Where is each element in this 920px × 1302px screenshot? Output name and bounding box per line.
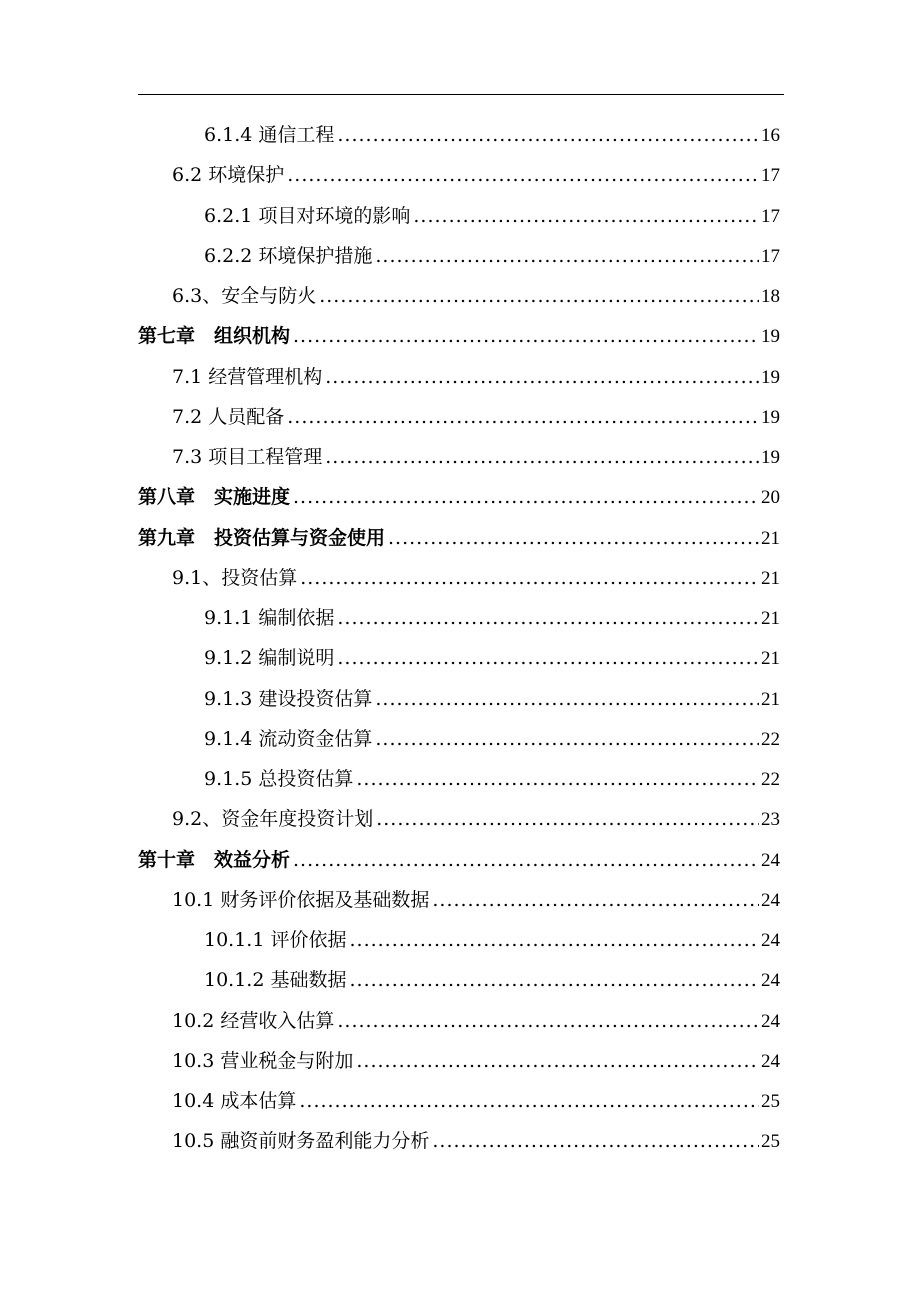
toc-page-number: 21 xyxy=(761,567,780,589)
toc-entry[interactable] xyxy=(138,680,780,720)
toc-page-number: 17 xyxy=(761,205,780,227)
table-of-contents xyxy=(138,116,780,1163)
toc-dot-leader xyxy=(287,163,759,187)
toc-dot-leader xyxy=(293,324,759,348)
toc-entry[interactable] xyxy=(138,599,780,639)
toc-page-number: 21 xyxy=(761,648,780,670)
toc-entry-title: 6.2.1 项目对环境的影响 xyxy=(204,204,411,227)
toc-entry[interactable] xyxy=(138,1122,780,1162)
toc-dot-leader xyxy=(388,526,759,550)
toc-entry[interactable] xyxy=(138,800,780,840)
toc-entry-title: 6.2.2 环境保护措施 xyxy=(204,244,373,267)
toc-dot-leader xyxy=(337,646,759,670)
toc-page-number: 25 xyxy=(761,1131,780,1153)
toc-dot-leader xyxy=(375,727,759,751)
toc-entry[interactable] xyxy=(138,156,780,196)
toc-entry-title: 7.2 人员配备 xyxy=(172,405,285,428)
toc-entry-title: 9.1.1 编制依据 xyxy=(204,607,335,629)
toc-dot-leader xyxy=(432,1129,759,1153)
toc-entry-title: 第九章 投资估算与资金使用 xyxy=(138,526,386,549)
toc-page-number: 21 xyxy=(761,608,780,629)
toc-dot-leader xyxy=(300,566,759,590)
toc-page-number: 24 xyxy=(761,1010,780,1032)
toc-dot-leader xyxy=(356,767,759,791)
toc-dot-leader xyxy=(356,1049,759,1073)
toc-dot-leader xyxy=(337,1009,759,1033)
toc-entry-title: 9.2、资金年度投资计划 xyxy=(172,808,374,831)
toc-dot-leader xyxy=(432,888,759,912)
toc-dot-leader xyxy=(293,485,759,509)
toc-entry-title: 10.3 营业税金与附加 xyxy=(172,1049,354,1072)
toc-page-number: 24 xyxy=(761,1050,780,1072)
toc-entry[interactable] xyxy=(138,639,780,679)
toc-dot-leader xyxy=(325,365,759,389)
toc-entry-title: 9.1.2 编制说明 xyxy=(204,647,335,670)
toc-entry-title: 9.1.4 流动资金估算 xyxy=(204,727,373,750)
toc-entry[interactable] xyxy=(138,1082,780,1122)
toc-dot-leader xyxy=(325,445,759,469)
toc-page-number: 25 xyxy=(761,1091,780,1112)
toc-page-number: 24 xyxy=(761,930,780,951)
toc-page-number: 16 xyxy=(761,125,780,146)
toc-entry[interactable] xyxy=(138,841,780,881)
toc-page-number: 19 xyxy=(761,366,780,388)
toc-entry[interactable] xyxy=(138,116,780,156)
toc-dot-leader xyxy=(413,204,759,228)
toc-entry[interactable] xyxy=(138,197,780,237)
toc-entry-title: 第八章 实施进度 xyxy=(138,486,291,509)
toc-dot-leader xyxy=(375,687,759,711)
toc-dot-leader xyxy=(293,848,759,872)
toc-entry[interactable] xyxy=(138,720,780,760)
toc-entry[interactable] xyxy=(138,317,780,357)
toc-entry-title: 第七章 组织机构 xyxy=(138,325,291,348)
toc-page-number: 20 xyxy=(761,487,780,509)
toc-page-number: 17 xyxy=(761,245,780,267)
toc-dot-leader xyxy=(349,968,759,992)
toc-entry-title: 9.1、投资估算 xyxy=(172,566,298,589)
toc-entry[interactable] xyxy=(138,760,780,800)
toc-entry[interactable] xyxy=(138,358,780,398)
toc-dot-leader xyxy=(337,606,759,630)
header-rule xyxy=(138,94,784,95)
toc-entry[interactable] xyxy=(138,1002,780,1042)
toc-page-number: 24 xyxy=(761,889,780,911)
toc-dot-leader xyxy=(337,123,759,147)
toc-page-number: 21 xyxy=(761,527,780,549)
toc-entry[interactable] xyxy=(138,881,780,921)
toc-entry-title: 7.1 经营管理机构 xyxy=(172,365,323,388)
toc-entry-title: 9.1.3 建设投资估算 xyxy=(204,687,373,710)
toc-entry-title: 7.3 项目工程管理 xyxy=(172,446,323,468)
toc-entry-title: 10.5 融资前财务盈利能力分析 xyxy=(172,1130,430,1153)
toc-entry-title: 10.1.1 评价依据 xyxy=(204,929,347,951)
toc-dot-leader xyxy=(319,284,759,308)
toc-entry[interactable] xyxy=(138,237,780,277)
toc-page-number: 21 xyxy=(761,688,780,710)
toc-page-number: 24 xyxy=(761,849,780,871)
toc-entry[interactable] xyxy=(138,1042,780,1082)
toc-page-number: 19 xyxy=(761,447,780,468)
toc-entry[interactable] xyxy=(138,478,780,518)
toc-page-number: 23 xyxy=(761,809,780,831)
toc-dot-leader xyxy=(376,807,759,831)
toc-entry-title: 6.2 环境保护 xyxy=(172,164,285,187)
toc-entry-title: 6.3、安全与防火 xyxy=(172,285,317,307)
toc-entry[interactable] xyxy=(138,398,780,438)
toc-entry[interactable] xyxy=(138,277,780,317)
toc-page-number: 24 xyxy=(761,970,780,992)
toc-entry-title: 10.2 经营收入估算 xyxy=(172,1009,335,1032)
toc-entry[interactable] xyxy=(138,559,780,599)
toc-entry-title: 10.4 成本估算 xyxy=(172,1090,297,1112)
toc-page-number: 18 xyxy=(761,286,780,307)
toc-dot-leader xyxy=(375,244,759,268)
toc-page-number: 19 xyxy=(761,406,780,428)
toc-entry-title: 10.1 财务评价依据及基础数据 xyxy=(172,888,430,911)
toc-dot-leader xyxy=(349,928,759,952)
toc-page-number: 19 xyxy=(761,326,780,348)
toc-entry[interactable] xyxy=(138,519,780,559)
toc-page-number: 22 xyxy=(761,769,780,790)
toc-entry[interactable] xyxy=(138,921,780,961)
toc-entry[interactable] xyxy=(138,438,780,478)
toc-entry[interactable] xyxy=(138,961,780,1001)
toc-dot-leader xyxy=(287,405,759,429)
toc-dot-leader xyxy=(299,1089,759,1113)
toc-entry-title: 第十章 效益分析 xyxy=(138,848,291,871)
toc-page-number: 17 xyxy=(761,165,780,187)
toc-entry-title: 6.1.4 通信工程 xyxy=(204,124,335,146)
toc-page-number: 22 xyxy=(761,728,780,750)
toc-entry-title: 9.1.5 总投资估算 xyxy=(204,768,354,790)
toc-entry-title: 10.1.2 基础数据 xyxy=(204,969,347,992)
